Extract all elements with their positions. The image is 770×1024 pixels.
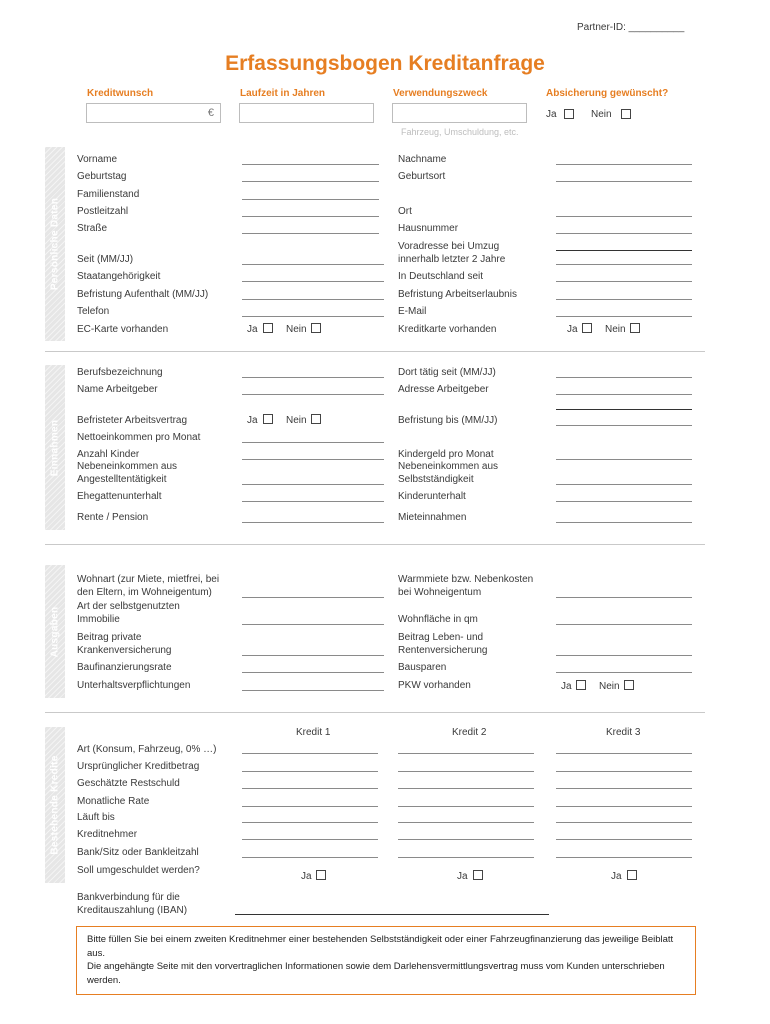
section-expenses-title: Ausgaben xyxy=(49,606,61,657)
befristung-arbeit-field[interactable] xyxy=(556,299,692,300)
befristung-bis-field[interactable] xyxy=(556,425,692,426)
kinderunterhalt-label: Kinderunterhalt xyxy=(398,491,466,502)
strasse-field[interactable] xyxy=(242,233,379,234)
strasse-label: Straße xyxy=(77,223,108,234)
staatsangehoerigkeit-field[interactable] xyxy=(242,281,384,282)
credit-rate-label: Monatliche Rate xyxy=(77,796,150,807)
ehegatten-field[interactable] xyxy=(242,501,384,502)
umschulden-1-ja-label: Ja xyxy=(301,871,312,882)
ec-karte-ja-checkbox[interactable] xyxy=(263,323,273,333)
voradresse-label-1: Voradresse bei Umzug xyxy=(398,241,500,252)
befristeter-ja-label: Ja xyxy=(247,415,258,426)
section-expenses-tab xyxy=(45,565,65,698)
credit-2-urspruenglich-field[interactable] xyxy=(398,771,534,772)
miete-field[interactable] xyxy=(556,522,692,523)
credit-2-bank-field[interactable] xyxy=(398,857,534,858)
seit-label: Seit (MM/JJ) xyxy=(77,254,134,265)
credit-art-label: Art (Konsum, Fahrzeug, 0% …) xyxy=(77,744,217,755)
credit-3-urspruenglich-field[interactable] xyxy=(556,771,692,772)
ec-karte-nein-label: Nein xyxy=(286,324,307,335)
credit-3-nehmer-field[interactable] xyxy=(556,839,692,840)
umschulden-2-checkbox[interactable] xyxy=(473,870,483,880)
neben-s-label-1: Nebeneinkommen aus xyxy=(398,461,499,472)
divider xyxy=(45,351,705,352)
credit-1-restschuld-field[interactable] xyxy=(242,788,378,789)
absicherung-nein-label: Nein xyxy=(591,109,612,120)
leben-label-1: Beitrag Leben- und xyxy=(398,632,484,643)
kv-field[interactable] xyxy=(242,655,384,656)
section-income-title: Einnahmen xyxy=(49,419,61,476)
kreditkarte-label: Kreditkarte vorhanden xyxy=(398,324,497,335)
partner-id: Partner-ID: __________ xyxy=(577,22,685,33)
credit-1-nehmer-field[interactable] xyxy=(242,839,378,840)
wohnart-label-2: den Eltern, im Wohneigentum) xyxy=(77,587,212,598)
miete-label: Mieteinnahmen xyxy=(398,512,467,523)
umschulden-2-ja-label: Ja xyxy=(457,871,468,882)
warm-field[interactable] xyxy=(556,597,692,598)
neben-label-2: Angestelltentätigkeit xyxy=(77,474,167,485)
wohnart-field[interactable] xyxy=(242,597,384,598)
pkw-nein-checkbox[interactable] xyxy=(624,680,634,690)
pkw-nein-label: Nein xyxy=(599,681,620,692)
telefon-label: Telefon xyxy=(77,306,110,317)
info-note-text-2: Die angehängte Seite mit den vorvertraglichen Informationen sowie dem Darlehensvermittlungsvertrag muss vom Kunden unterschrieben werden. xyxy=(87,961,665,986)
hausnummer-label: Hausnummer xyxy=(398,223,459,234)
section-personal-tab xyxy=(45,147,65,341)
kinder-field[interactable] xyxy=(242,459,384,460)
absicherung-ja-label: Ja xyxy=(546,109,557,120)
divider xyxy=(45,712,705,713)
immo-label-2: Immobilie xyxy=(77,614,120,625)
absicherung-label: Absicherung gewünscht? xyxy=(546,88,669,99)
befristung-aufenthalt-label: Befristung Aufenthalt (MM/JJ) xyxy=(77,289,209,300)
hausnummer-field[interactable] xyxy=(556,233,692,234)
wohnflaeche-label: Wohnfläche in qm xyxy=(398,614,478,625)
kredit-1-header: Kredit 1 xyxy=(296,727,331,738)
ec-karte-label: EC-Karte vorhanden xyxy=(77,324,169,335)
section-credits-tab xyxy=(45,727,65,883)
geburtstag-field[interactable] xyxy=(242,181,379,182)
credit-laeuft-label: Läuft bis xyxy=(77,812,115,823)
laufzeit-input[interactable] xyxy=(239,103,374,123)
beruf-field[interactable] xyxy=(242,377,384,378)
kreditkarte-nein-checkbox[interactable] xyxy=(630,323,640,333)
credit-3-rate-field[interactable] xyxy=(556,806,692,807)
kreditwunsch-input[interactable] xyxy=(86,103,221,123)
leben-field[interactable] xyxy=(556,655,692,656)
bank-label-2: Kreditauszahlung (IBAN) xyxy=(77,905,188,916)
unterhalt-label: Unterhaltsverpflichtungen xyxy=(77,680,191,691)
euro-icon: € xyxy=(207,107,214,119)
neben-s-field[interactable] xyxy=(556,484,692,485)
adresse-ag-field-2[interactable] xyxy=(556,409,692,410)
beruf-label: Berufsbezeichnung xyxy=(77,367,163,378)
bausparen-label: Bausparen xyxy=(398,662,447,673)
credit-2-rate-field[interactable] xyxy=(398,806,534,807)
befristeter-nein-checkbox[interactable] xyxy=(311,414,321,424)
in-deutschland-label: In Deutschland seit xyxy=(398,271,484,282)
absicherung-nein-checkbox[interactable] xyxy=(621,109,631,119)
postleitzahl-label: Postleitzahl xyxy=(77,206,129,217)
baufin-field[interactable] xyxy=(242,672,384,673)
befristeter-ja-checkbox[interactable] xyxy=(263,414,273,424)
rente-label: Rente / Pension xyxy=(77,512,149,523)
ort-label: Ort xyxy=(398,206,412,217)
kindergeld-field[interactable] xyxy=(556,459,692,460)
arbeitgeber-field[interactable] xyxy=(242,394,384,395)
wohnflaeche-field[interactable] xyxy=(556,624,692,625)
immo-field[interactable] xyxy=(242,624,384,625)
wohnart-label-1: Wohnart (zur Miete, mietfrei, bei xyxy=(77,574,220,585)
credit-2-laeuft-field[interactable] xyxy=(398,822,534,823)
nachname-field[interactable] xyxy=(556,164,692,165)
vorname-field[interactable] xyxy=(242,164,379,165)
kreditkarte-nein-label: Nein xyxy=(605,324,626,335)
email-field[interactable] xyxy=(556,316,692,317)
laufzeit-label: Laufzeit in Jahren xyxy=(240,88,326,99)
pkw-ja-checkbox[interactable] xyxy=(576,680,586,690)
befristeter-label: Befristeter Arbeitsvertrag xyxy=(77,415,188,426)
page-title: Erfassungsbogen Kreditanfrage xyxy=(225,52,545,75)
in-deutschland-field[interactable] xyxy=(556,281,692,282)
geburtstag-label: Geburtstag xyxy=(77,171,127,182)
ec-karte-nein-checkbox[interactable] xyxy=(311,323,321,333)
baufin-label: Baufinanzierungsrate xyxy=(77,662,172,673)
dort-taetig-field[interactable] xyxy=(556,377,692,378)
ort-field[interactable] xyxy=(556,216,692,217)
credit-nehmer-label: Kreditnehmer xyxy=(77,829,138,840)
nachname-label: Nachname xyxy=(398,154,447,165)
geburtsort-field[interactable] xyxy=(556,181,692,182)
umschulden-3-checkbox[interactable] xyxy=(627,870,637,880)
ehegatten-label: Ehegattenunterhalt xyxy=(77,491,162,502)
adresse-ag-field-1[interactable] xyxy=(556,394,692,395)
iban-field[interactable] xyxy=(235,914,549,915)
pkw-ja-label: Ja xyxy=(561,681,572,692)
credit-3-art-field[interactable] xyxy=(556,753,692,754)
section-personal-title: Persönliche Daten xyxy=(49,197,61,291)
kreditkarte-ja-checkbox[interactable] xyxy=(582,323,592,333)
familienstand-label: Familienstand xyxy=(77,189,140,200)
staatsangehoerigkeit-label: Staatangehörigkeit xyxy=(77,271,161,282)
ec-karte-ja-label: Ja xyxy=(247,324,258,335)
dort-taetig-label: Dort tätig seit (MM/JJ) xyxy=(398,367,496,378)
befristung-arbeit-label: Befristung Arbeitserlaubnis xyxy=(398,289,517,300)
credit-2-restschuld-field[interactable] xyxy=(398,788,534,789)
credit-1-laeuft-field[interactable] xyxy=(242,822,378,823)
credit-restschuld-label: Geschätzte Restschuld xyxy=(77,778,180,789)
credit-urspruenglich-label: Ursprünglicher Kreditbetrag xyxy=(77,761,200,772)
kreditwunsch-label: Kreditwunsch xyxy=(87,88,154,99)
umschulden-label: Soll umgeschuldet werden? xyxy=(77,865,200,876)
verwendungszweck-input[interactable] xyxy=(392,103,527,123)
credit-1-urspruenglich-field[interactable] xyxy=(242,771,378,772)
kredit-3-header: Kredit 3 xyxy=(606,727,641,738)
voradresse-field-1[interactable] xyxy=(556,250,692,251)
familienstand-field[interactable] xyxy=(242,199,379,200)
bausparen-field[interactable] xyxy=(556,672,692,673)
netto-field[interactable] xyxy=(242,442,384,443)
kinder-label: Anzahl Kinder xyxy=(77,449,140,460)
befristung-aufenthalt-field[interactable] xyxy=(242,299,384,300)
kv-label-2: Krankenversicherung xyxy=(77,645,172,656)
divider xyxy=(45,544,705,545)
section-income-tab xyxy=(45,365,65,530)
neben-s-label-2: Selbstständigkeit xyxy=(398,474,474,485)
absicherung-ja-checkbox[interactable] xyxy=(564,109,574,119)
neben-field[interactable] xyxy=(242,484,384,485)
email-label: E-Mail xyxy=(398,306,427,317)
pkw-label: PKW vorhanden xyxy=(398,680,471,691)
telefon-field[interactable] xyxy=(242,316,384,317)
warm-label-1: Warmmiete bzw. Nebenkosten xyxy=(398,574,534,585)
kindergeld-label: Kindergeld pro Monat xyxy=(398,449,494,460)
voradresse-field-2[interactable] xyxy=(556,264,692,265)
vorname-label: Vorname xyxy=(77,154,118,165)
info-note-text-1: Bitte füllen Sie bei einem zweiten Kreditnehmer einer bestehenden Selbstständigkeit oder einer Fahrzeugfinanzierung das jeweilige Beiblatt aus. xyxy=(87,934,674,959)
befristeter-nein-label: Nein xyxy=(286,415,307,426)
umschulden-3-ja-label: Ja xyxy=(611,871,622,882)
netto-label: Nettoeinkommen pro Monat xyxy=(77,432,201,443)
voradresse-label-2: innerhalb letzter 2 Jahre xyxy=(398,254,506,265)
umschulden-1-checkbox[interactable] xyxy=(316,870,326,880)
leben-label-2: Rentenversicherung xyxy=(398,645,488,656)
credit-1-bank-field[interactable] xyxy=(242,857,378,858)
info-note xyxy=(76,926,696,995)
postleitzahl-field[interactable] xyxy=(242,216,379,217)
rente-field[interactable] xyxy=(242,522,384,523)
credit-1-rate-field[interactable] xyxy=(242,806,378,807)
verwendungszweck-label: Verwendungszweck xyxy=(393,88,488,99)
verwendungszweck-hint: Fahrzeug, Umschuldung, etc. xyxy=(401,127,519,137)
credit-3-restschuld-field[interactable] xyxy=(556,788,692,789)
credit-3-laeuft-field[interactable] xyxy=(556,822,692,823)
credit-2-art-field[interactable] xyxy=(398,753,534,754)
seit-field[interactable] xyxy=(242,264,384,265)
arbeitgeber-label: Name Arbeitgeber xyxy=(77,384,158,395)
credit-2-nehmer-field[interactable] xyxy=(398,839,534,840)
bank-label-1: Bankverbindung für die xyxy=(77,892,180,903)
geburtsort-label: Geburtsort xyxy=(398,171,446,182)
kinderunterhalt-field[interactable] xyxy=(556,501,692,502)
section-credits-title: Bestehende Kredite xyxy=(49,755,61,855)
neben-label-1: Nebeneinkommen aus xyxy=(77,461,178,472)
credit-3-bank-field[interactable] xyxy=(556,857,692,858)
credit-1-art-field[interactable] xyxy=(242,753,378,754)
unterhalt-field[interactable] xyxy=(242,690,384,691)
kv-label-1: Beitrag private xyxy=(77,632,142,643)
befristung-bis-label: Befristung bis (MM/JJ) xyxy=(398,415,498,426)
warm-label-2: bei Wohneigentum xyxy=(398,587,482,598)
credit-bank-label: Bank/Sitz oder Bankleitzahl xyxy=(77,847,199,858)
kreditkarte-ja-label: Ja xyxy=(567,324,578,335)
immo-label-1: Art der selbstgenutzten xyxy=(77,601,180,612)
kredit-2-header: Kredit 2 xyxy=(452,727,487,738)
adresse-ag-label: Adresse Arbeitgeber xyxy=(398,384,489,395)
